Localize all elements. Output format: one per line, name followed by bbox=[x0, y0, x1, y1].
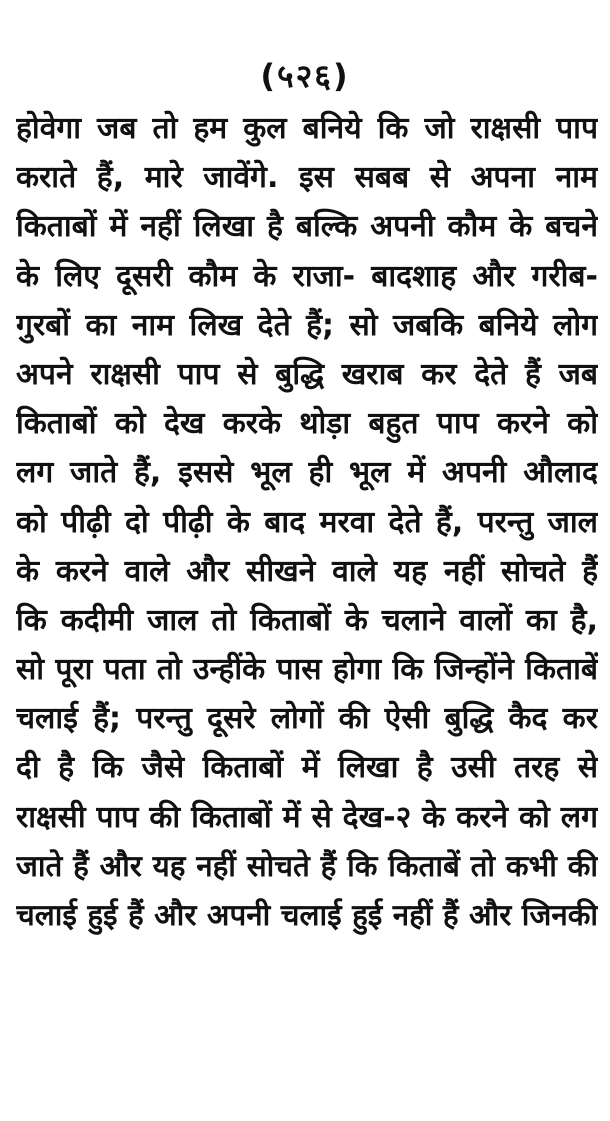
text-line: किताबों में नहीं लिखा है बल्कि अपनी कौम के बचने bbox=[16, 209, 598, 245]
text-line: सो पूरा पता तो उन्हींके पास होगा कि जिन्होंने किताबें bbox=[16, 652, 598, 688]
text-line: के करने वाले और सीखने वाले यह नहीं सोचते हैं bbox=[16, 553, 598, 589]
text-line: गुरबों का नाम लिख देते हैं; सो जबकि बनिये लोग bbox=[16, 307, 598, 343]
text-line: दी है कि जैसे किताबों में लिखा है उसी तरह से bbox=[16, 750, 598, 786]
text-line: चलाई हुई हैं और अपनी चलाई हुई नहीं हैं और जिनकी bbox=[16, 898, 598, 932]
text-line: किताबों को देख करके थोड़ा बहुत पाप करने को bbox=[16, 406, 598, 442]
text-line: अपने राक्षसी पाप से बुद्धि खराब कर देते हैं जब bbox=[16, 356, 598, 392]
text-line: कराते हैं, मारे जावेंगे. इस सबब से अपना नाम bbox=[16, 160, 598, 196]
page-number: (५२६) bbox=[260, 57, 350, 95]
text-line: राक्षसी पाप की किताबों में से देख-२ के करने को लग bbox=[16, 799, 598, 835]
text-line: लग जाते हैं, इससे भूल ही भूल में अपनी औलाद bbox=[16, 455, 598, 491]
text-line: होवेगा जब तो हम कुल बनिये कि जो राक्षसी पाप bbox=[16, 111, 598, 146]
text-line: के लिए दूसरी कौम के राजा- बादशाह और गरीब- bbox=[16, 258, 598, 294]
body-text bbox=[16, 104, 598, 940]
text-line: कि कदीमी जाल तो किताबों के चलाने वालों का है, bbox=[16, 602, 598, 638]
text-line: चलाई हैं; परन्तु दूसरे लोगों की ऐसी बुद्धि कैद कर bbox=[16, 701, 598, 737]
text-line: जाते हैं और यह नहीं सोचते हैं कि किताबें तो कभी की bbox=[16, 848, 598, 883]
text-line: को पीढ़ी दो पीढ़ी के बाद मरवा देते हैं, परन्तु जाल bbox=[16, 504, 598, 540]
